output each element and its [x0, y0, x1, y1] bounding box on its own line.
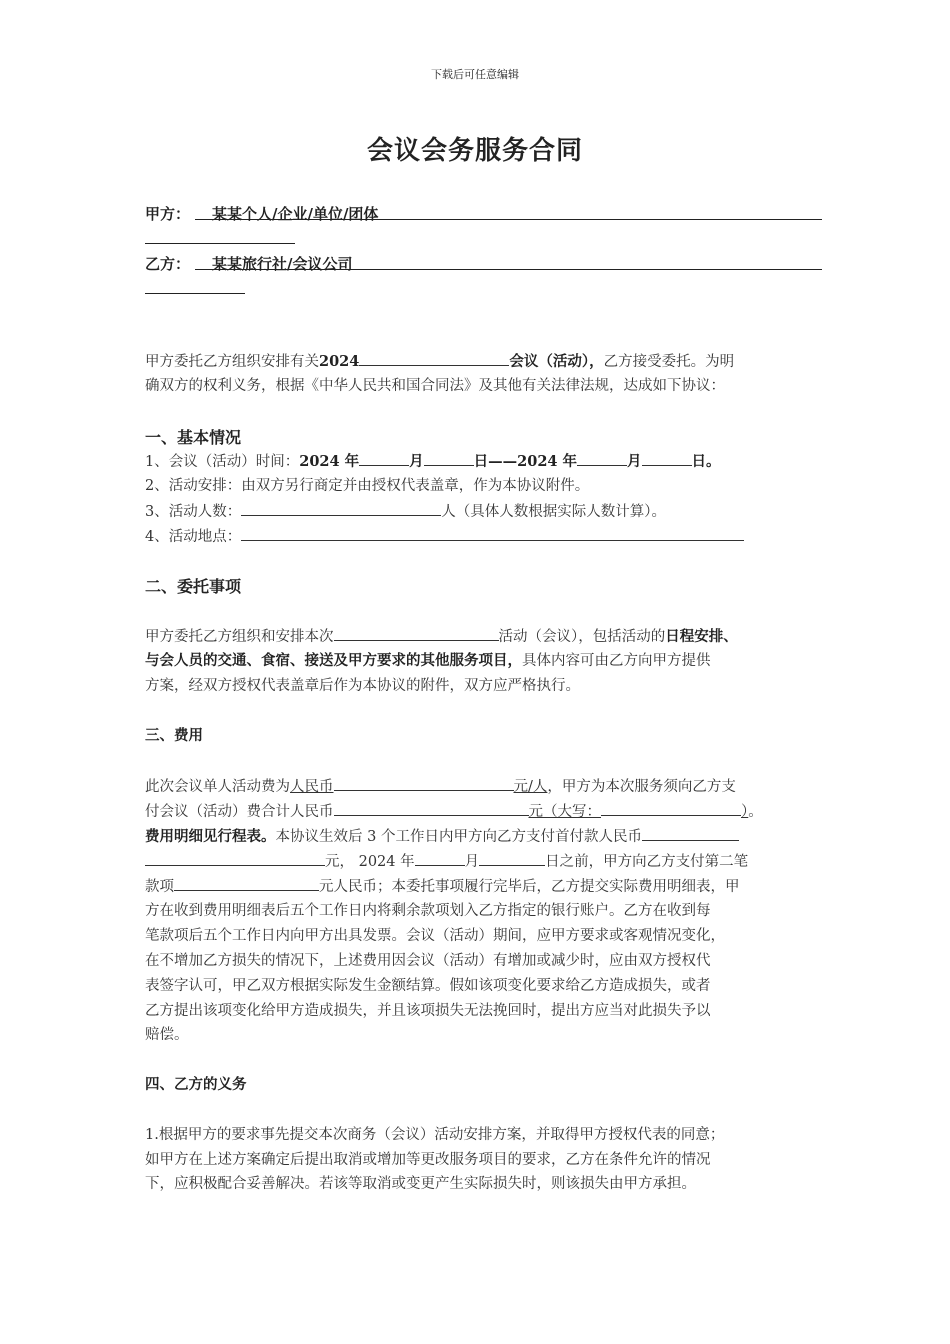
count-note: 人（具体人数根据实际人数计算）。: [441, 504, 666, 520]
fee-text-2: ，甲方为本次服务须向乙方支: [547, 779, 736, 795]
fee-month: 月: [464, 854, 480, 870]
activity-arrangement: 2、活动安排：由双方另行商定并由授权代表盖章，作为本协议附件。: [145, 478, 590, 494]
first-payment-blank-cont: [145, 849, 325, 866]
section-3-heading: 三、费用: [145, 728, 203, 744]
party-b-label: 乙方：: [145, 255, 191, 273]
fee-line-7: 笔款项后五个工作日内向甲方出具发票。会议（活动）期间，应甲方要求或客观情况变化，: [145, 928, 725, 944]
intro-year: 2024: [319, 353, 360, 370]
section-1-heading: 一、基本情况: [145, 428, 242, 447]
section-2-heading: 二、委托事项: [145, 577, 242, 596]
place-blank: [241, 524, 744, 541]
total-fee-blank: [334, 799, 529, 816]
sec2-text: 甲方委托乙方组织和安排本次: [145, 629, 334, 645]
intro-blank: [359, 349, 509, 366]
activity-blank: [334, 624, 499, 641]
month-blank: [359, 449, 409, 466]
intro-text: 甲方委托乙方组织安排有关: [145, 354, 319, 370]
party-b-underline-cont: [145, 293, 245, 294]
activity-count-line: [145, 499, 666, 524]
fee-paren-close: ）: [741, 804, 749, 820]
party-a-underline-cont: [145, 243, 295, 244]
sec2-bold: 日程安排、: [665, 628, 738, 645]
second-payment-blank: [174, 874, 319, 891]
duty-line-2: 如甲方在上述方案确定后提出取消或增加等更改服务项目的要求，乙方在条件允许的情况: [145, 1152, 711, 1168]
fee-uppercase-label: 元（大写：: [528, 804, 601, 820]
fee-text: 此次会议单人活动费为: [145, 779, 290, 795]
party-b-value: 某某旅行社/会议公司: [212, 255, 353, 273]
sec2-line-3: 方案，经双方授权代表盖章后作为本协议的附件，双方应严格执行。: [145, 678, 580, 694]
duty-line-1: 1.根据甲方的要求事先提交本次商务（会议）活动安排方案，并取得甲方授权代表的同意；: [145, 1127, 725, 1143]
sec2-line-2: [145, 649, 711, 673]
sec2-text-3: 具体内容可由乙方向甲方提供: [522, 653, 711, 669]
activity-place-line: [145, 524, 744, 549]
sec2-line-1: [145, 624, 738, 649]
fee-unit: 元/人: [513, 779, 548, 795]
time-label: 1、会议（活动）时间：: [145, 454, 300, 470]
pay-month-blank: [415, 849, 465, 866]
pay-day-blank: [479, 849, 545, 866]
fee-line-5: [145, 874, 740, 899]
intro-line-1: [145, 349, 734, 374]
count-blank: [241, 499, 441, 516]
fee-total-text: 付会议（活动）费合计人民币: [145, 804, 334, 820]
uppercase-blank: [601, 799, 741, 816]
time-month: 月: [409, 453, 424, 470]
sec2-text-2: 活动（会议），包括活动的: [498, 629, 666, 645]
place-label: 4、活动地点：: [145, 529, 242, 545]
party-a-value: 某某个人/企业/单位/团体: [212, 205, 379, 223]
first-payment-blank: [642, 824, 739, 841]
fee-text-5: 元人民币；本委托事项履行完毕后，乙方提交实际费用明细表，甲: [319, 879, 740, 895]
time-year-end: 日——2024 年: [473, 453, 578, 470]
fee-line-8: 在不增加乙方损失的情况下，上述费用因会议（活动）有增加或减少时，应由双方授权代: [145, 953, 711, 969]
fee-line-11: 赔偿。: [145, 1027, 189, 1043]
fee-line-9: 表签字认可，甲乙双方根据实际发生金额结算。假如该项变化要求给乙方造成损失，或者: [145, 978, 711, 994]
activity-time-line: [145, 449, 721, 474]
fee-item: 款项: [145, 879, 174, 895]
intro-text-2: 乙方接受委托。为明: [603, 354, 735, 370]
sec2-bold-2: 与会人员的交通、食宿、接送及甲方要求的其他服务项目，: [145, 652, 522, 669]
fee-line-6: 方在收到费用明细表后五个工作日内将剩余款项划入乙方指定的银行账户。乙方在收到每: [145, 903, 711, 919]
unit-fee-blank: [334, 774, 514, 791]
intro-bold: 会议（活动），: [509, 353, 604, 370]
header-note: 下载后可任意编辑: [431, 68, 519, 81]
time-year-start: 2024 年: [299, 453, 360, 470]
fee-line-2: [145, 799, 763, 824]
day-blank-2: [642, 449, 692, 466]
fee-second-payment: 日之前，甲方向乙方支付第二笔: [545, 854, 749, 870]
intro-line-2: 确双方的权利义务，根据《中华人民共和国合同法》及其他有关法律法规，达成如下协议：: [145, 378, 725, 394]
fee-line-3: [145, 824, 739, 849]
fee-line-4: [145, 849, 748, 874]
fee-year: 元， 2024 年: [325, 854, 415, 870]
document-title: 会议会务服务合同: [366, 136, 583, 166]
month-blank-2: [577, 449, 627, 466]
duty-line-3: 下，应积极配合妥善解决。若该等取消或变更产生实际损失时，则该损失由甲方承担。: [145, 1176, 696, 1192]
fee-first-payment: 本协议生效后 3 个工作日内甲方向乙方支付首付款人民币: [275, 829, 642, 845]
time-day-end: 日。: [691, 453, 721, 470]
party-a-label: 甲方：: [145, 205, 191, 223]
section-4-heading: 四、乙方的义务: [145, 1077, 247, 1093]
time-month-2: 月: [627, 453, 642, 470]
day-blank: [424, 449, 474, 466]
fee-line-1: [145, 774, 736, 799]
fee-line-10: 乙方提出该项变化给甲方造成损失，并且该项损失无法挽回时，提出方应当对此损失予以: [145, 1003, 711, 1019]
fee-currency: 人民币: [290, 779, 334, 795]
count-label: 3、活动人数：: [145, 504, 242, 520]
fee-bold: 费用明细见行程表。: [145, 828, 276, 845]
fee-period: 。: [748, 804, 763, 820]
